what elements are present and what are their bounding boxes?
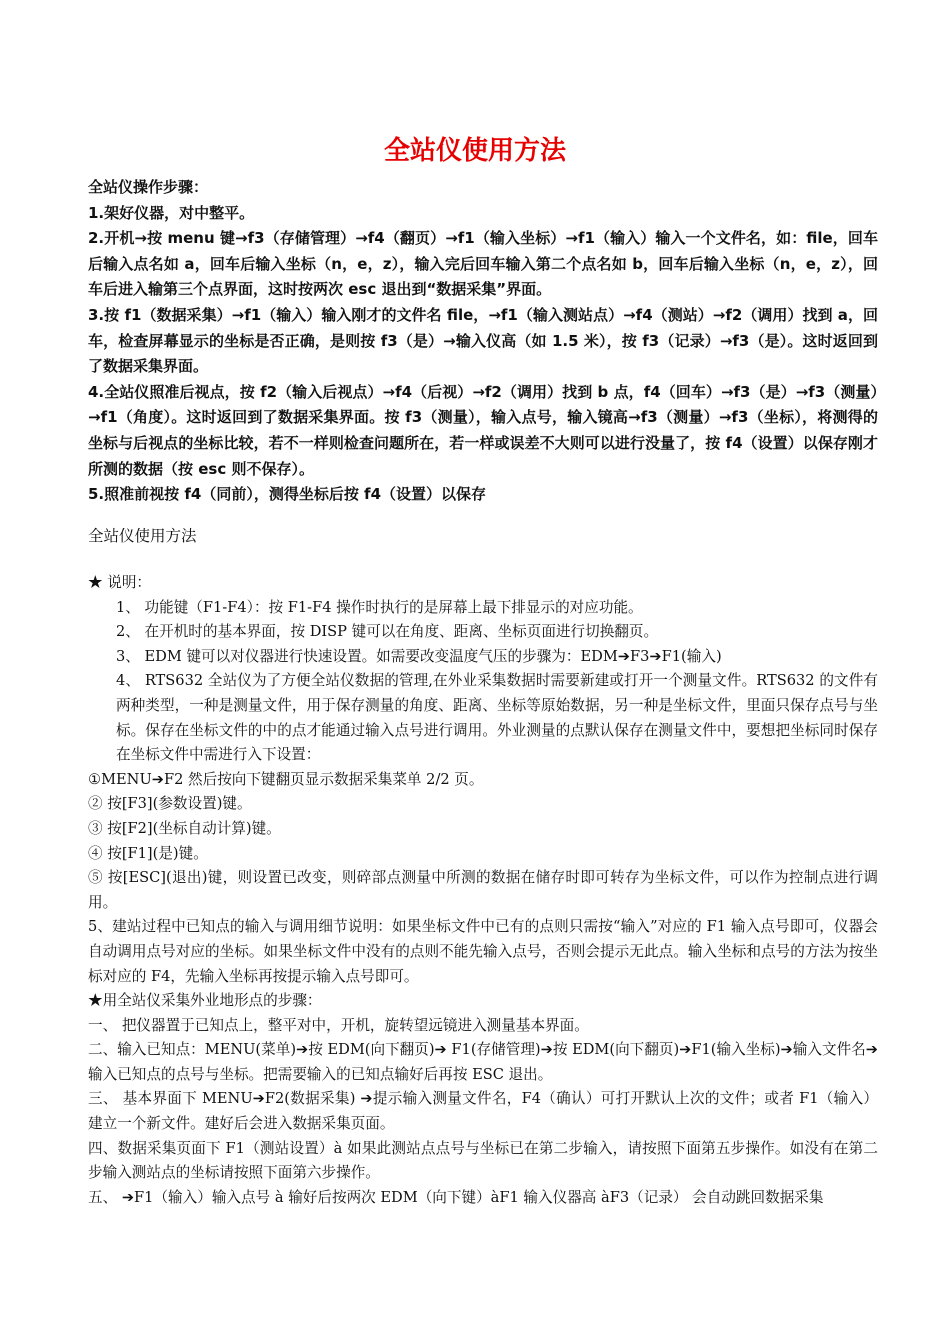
note-5: 5、建站过程中已知点的输入与调用细节说明：如果坐标文件中已有的点则只需按“输入”对应的 F1 输入点号即可，仪器会自动调用点号对应的坐标。如果坐标文件中没有的点则不能先输入点号，否则会提示无此点。输入坐标和点号的方法为按坐标对应的 F4，先输入坐标再按提示输入点号即可。 [88,918,878,985]
notes-section [88,571,878,1210]
note-3: 3、 EDM 键可以对仪器进行快速设置。如需要改变温度气压的步骤为：EDM➔F3➔F1(输入) [116,647,722,665]
note-setting-5: ⑤ 按[ESC](退出)键，则设置已改变，则碎部点测量中所测的数据在储存时即可转存为坐标文件，可以作为控制点进行调用。 [88,869,878,911]
document-title: 全站仪使用方法 [383,136,566,166]
step-1: 1.架好仪器，对中整平。 [88,203,255,222]
note-4: 4、 RTS632 全站仪为了方便全站仪数据的管理,在外业采集数据时需要新建或打开一个测量文件。RTS632 的文件有两种类型，一种是测量文件，用于保存测量的角度、距离、坐标等原始数据，另一种是坐标文件，里面只保存点号与坐标。保存在坐标文件的中的点才能通过输入点号进行调用。外业测量的点默认保存在测量文件中，要想把坐标同时保存在坐标文件中需进行入下设置： [116,672,878,764]
survey-step-2: 二、输入已知点：MENU(菜单)➔按 EDM(向下翻页)➔ F1(存储管理)➔按 EDM(向下翻页)➔F1(输入坐标)➔输入文件名➔输入已知点的点号与坐标。把需要输入的已知点输好后再按 ESC 退出。 [88,1041,878,1083]
steps-heading: 全站仪操作步骤： [88,178,209,196]
notes-heading: ★ 说明： [88,574,152,591]
note-setting-4: ④ 按[F1](是)键。 [88,844,208,862]
survey-step-1: 一、 把仪器置于已知点上，整平对中，开机，旋转望远镜进入测量基本界面。 [88,1016,589,1034]
note-1: 1、 功能键（F1-F4）：按 F1-F4 操作时执行的是屏幕上最下排显示的对应功能。 [116,598,643,616]
step-5: 5.照准前视按 f4（同前），测得坐标后按 f4（设置）以保存 [88,485,487,504]
note-setting-1: ①MENU➔F2 然后按向下键翻页显示数据采集菜单 2/2 页。 [88,770,484,788]
survey-step-3: 三、 基本界面下 MENU➔F2(数据采集) ➔提示输入测量文件名，F4（确认）可打开默认上次的文件；或者 F1（输入）建立一个新文件。建好后会进入数据采集页面。 [88,1090,878,1133]
step-2: 2.开机→按 menu 键→f3（存储管理）→f4（翻页）→f1（输入坐标）→f1（输入）输入一个文件名，如：file，回车后输入点名如 a，回车后输入坐标（n，e，z），输入完后回车输入第二个点名如 b，回车后输入坐标（n，e，z），回车后进入输第三个点界面，这时按两次 esc 退出到“数据采集”界面。 [88,229,878,299]
operation-steps-section [88,175,878,508]
section-subtitle: 全站仪使用方法 [88,527,197,545]
note-setting-2: ② 按[F3](参数设置)键。 [88,795,252,813]
step-3: 3.按 f1（数据采集）→f1（输入）输入刚才的文件名 file，→f1（输入测站点）→f4（测站）→f2（调用）找到 a，回车，检查屏幕显示的坐标是否正确，是则按 f3（是）→输入仪高（如 1.5 米），按 f3（记录）→f3（是）。这时返回到了数据采集界面。 [88,305,878,376]
step-4: 4.全站仪照准后视点，按 f2（输入后视点）→f4（后视）→f2（调用）找到 b 点，f4（回车）→f3（是）→f3（测量）→f1（角度）。这时返回到了数据采集界面。按 f3（测量），输入点号，输入镜高→f3（测量）→f3（坐标），将测得的坐标与后视点的坐标比较，若不一样则检查问题所在，若一样或误差不大则可以进行没量了，按 f4（设置）以保存刚才所测的数据（按 esc 则不保存）。 [88,382,878,478]
survey-step-5: 五、 ➔F1（输入）输入点号 à 输好后按两次 EDM（向下键）àF1 输入仪器高 àF3（记录） 会自动跳回数据采集 [88,1188,824,1206]
note-2: 2、 在开机时的基本界面，按 DISP 键可以在角度、距离、坐标页面进行切换翻页。 [116,623,659,641]
survey-step-4: 四、数据采集页面下 F1（测站设置）à 如果此测站点点号与坐标已在第二步输入，请按照下面第五步操作。如没有在第二步输入测站点的坐标请按照下面第六步操作。 [88,1139,878,1182]
note-setting-3: ③ 按[F2](坐标自动计算)键。 [88,819,281,837]
survey-steps-heading: ★用全站仪采集外业地形点的步骤： [88,992,322,1010]
